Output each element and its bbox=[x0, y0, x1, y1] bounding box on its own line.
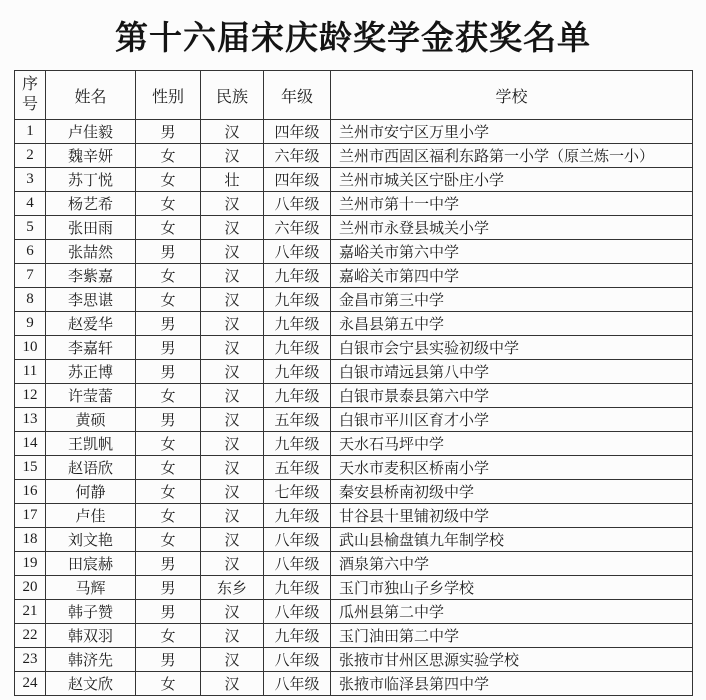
gender-cell: 女 bbox=[136, 672, 201, 696]
name-cell: 李思谌 bbox=[46, 288, 136, 312]
ethnicity-cell: 汉 bbox=[201, 624, 264, 648]
ethnicity-cell: 汉 bbox=[201, 192, 264, 216]
table-row bbox=[15, 432, 693, 456]
school-cell: 酒泉第六中学 bbox=[331, 552, 693, 576]
ethnicity-cell: 汉 bbox=[201, 408, 264, 432]
school-cell: 张掖市临泽县第四中学 bbox=[331, 672, 693, 696]
table-row bbox=[15, 144, 693, 168]
gender-cell: 男 bbox=[136, 336, 201, 360]
ethnicity-cell: 汉 bbox=[201, 120, 264, 144]
gender-cell: 女 bbox=[136, 528, 201, 552]
seq-cell: 14 bbox=[15, 432, 46, 456]
seq-cell: 5 bbox=[15, 216, 46, 240]
school-cell: 嘉峪关市第六中学 bbox=[331, 240, 693, 264]
name-cell: 赵语欣 bbox=[46, 456, 136, 480]
gender-cell: 男 bbox=[136, 552, 201, 576]
ethnicity-cell: 汉 bbox=[201, 600, 264, 624]
name-cell: 卢佳毅 bbox=[46, 120, 136, 144]
grade-cell: 九年级 bbox=[264, 384, 331, 408]
school-cell: 兰州市安宁区万里小学 bbox=[331, 120, 693, 144]
table-row bbox=[15, 192, 693, 216]
table-row bbox=[15, 600, 693, 624]
gender-cell: 男 bbox=[136, 120, 201, 144]
ethnicity-cell: 汉 bbox=[201, 144, 264, 168]
gender-cell: 女 bbox=[136, 288, 201, 312]
gender-cell: 女 bbox=[136, 432, 201, 456]
ethnicity-cell: 汉 bbox=[201, 264, 264, 288]
school-cell: 兰州市第十一中学 bbox=[331, 192, 693, 216]
gender-cell: 男 bbox=[136, 360, 201, 384]
grade-cell: 五年级 bbox=[264, 408, 331, 432]
ethnicity-cell: 东乡 bbox=[201, 576, 264, 600]
name-cell: 王凯帆 bbox=[46, 432, 136, 456]
seq-cell: 20 bbox=[15, 576, 46, 600]
col-header-gender: 性别 bbox=[136, 71, 201, 120]
name-cell: 赵文欣 bbox=[46, 672, 136, 696]
ethnicity-cell: 汉 bbox=[201, 480, 264, 504]
table-row bbox=[15, 120, 693, 144]
grade-cell: 九年级 bbox=[264, 312, 331, 336]
seq-cell: 10 bbox=[15, 336, 46, 360]
table-row bbox=[15, 216, 693, 240]
grade-cell: 九年级 bbox=[264, 576, 331, 600]
gender-cell: 女 bbox=[136, 624, 201, 648]
gender-cell: 女 bbox=[136, 480, 201, 504]
grade-cell: 六年级 bbox=[264, 144, 331, 168]
school-cell: 瓜州县第二中学 bbox=[331, 600, 693, 624]
ethnicity-cell: 汉 bbox=[201, 288, 264, 312]
ethnicity-cell: 汉 bbox=[201, 672, 264, 696]
table-row bbox=[15, 624, 693, 648]
seq-cell: 4 bbox=[15, 192, 46, 216]
seq-cell: 9 bbox=[15, 312, 46, 336]
seq-cell: 21 bbox=[15, 600, 46, 624]
seq-cell: 22 bbox=[15, 624, 46, 648]
name-cell: 黄硕 bbox=[46, 408, 136, 432]
grade-cell: 九年级 bbox=[264, 360, 331, 384]
ethnicity-cell: 汉 bbox=[201, 360, 264, 384]
grade-cell: 七年级 bbox=[264, 480, 331, 504]
name-cell: 张田雨 bbox=[46, 216, 136, 240]
seq-cell: 17 bbox=[15, 504, 46, 528]
ethnicity-cell: 汉 bbox=[201, 336, 264, 360]
seq-cell: 23 bbox=[15, 648, 46, 672]
school-cell: 白银市靖远县第八中学 bbox=[331, 360, 693, 384]
ethnicity-cell: 汉 bbox=[201, 552, 264, 576]
school-cell: 白银市景泰县第六中学 bbox=[331, 384, 693, 408]
grade-cell: 九年级 bbox=[264, 432, 331, 456]
name-cell: 赵爱华 bbox=[46, 312, 136, 336]
school-cell: 张掖市甘州区思源实验学校 bbox=[331, 648, 693, 672]
table-row bbox=[15, 576, 693, 600]
school-cell: 兰州市城关区宁卧庄小学 bbox=[331, 168, 693, 192]
school-cell: 天水市麦积区桥南小学 bbox=[331, 456, 693, 480]
gender-cell: 女 bbox=[136, 456, 201, 480]
grade-cell: 四年级 bbox=[264, 168, 331, 192]
gender-cell: 女 bbox=[136, 504, 201, 528]
grade-cell: 五年级 bbox=[264, 456, 331, 480]
gender-cell: 男 bbox=[136, 600, 201, 624]
col-header-name: 姓名 bbox=[46, 71, 136, 120]
name-cell: 韩济先 bbox=[46, 648, 136, 672]
table-row bbox=[15, 360, 693, 384]
grade-cell: 九年级 bbox=[264, 624, 331, 648]
gender-cell: 女 bbox=[136, 192, 201, 216]
gender-cell: 女 bbox=[136, 144, 201, 168]
gender-cell: 男 bbox=[136, 312, 201, 336]
school-cell: 白银市平川区育才小学 bbox=[331, 408, 693, 432]
name-cell: 何静 bbox=[46, 480, 136, 504]
seq-cell: 11 bbox=[15, 360, 46, 384]
school-cell: 永昌县第五中学 bbox=[331, 312, 693, 336]
ethnicity-cell: 汉 bbox=[201, 504, 264, 528]
school-cell: 秦安县桥南初级中学 bbox=[331, 480, 693, 504]
table-row bbox=[15, 456, 693, 480]
name-cell: 魏辛妍 bbox=[46, 144, 136, 168]
name-cell: 杨艺希 bbox=[46, 192, 136, 216]
table-row bbox=[15, 288, 693, 312]
table-row bbox=[15, 264, 693, 288]
table-row bbox=[15, 504, 693, 528]
name-cell: 卢佳 bbox=[46, 504, 136, 528]
name-cell: 许莹蕾 bbox=[46, 384, 136, 408]
school-cell: 白银市会宁县实验初级中学 bbox=[331, 336, 693, 360]
table-row bbox=[15, 168, 693, 192]
table-header-row bbox=[15, 71, 693, 120]
school-cell: 玉门油田第二中学 bbox=[331, 624, 693, 648]
col-header-grade: 年级 bbox=[264, 71, 331, 120]
name-cell: 李紫嘉 bbox=[46, 264, 136, 288]
table-row bbox=[15, 672, 693, 696]
gender-cell: 女 bbox=[136, 384, 201, 408]
gender-cell: 女 bbox=[136, 264, 201, 288]
school-cell: 金昌市第三中学 bbox=[331, 288, 693, 312]
seq-cell: 16 bbox=[15, 480, 46, 504]
gender-cell: 男 bbox=[136, 648, 201, 672]
name-cell: 韩子赞 bbox=[46, 600, 136, 624]
grade-cell: 八年级 bbox=[264, 672, 331, 696]
gender-cell: 男 bbox=[136, 408, 201, 432]
name-cell: 刘文艳 bbox=[46, 528, 136, 552]
ethnicity-cell: 汉 bbox=[201, 384, 264, 408]
grade-cell: 九年级 bbox=[264, 504, 331, 528]
table-row bbox=[15, 480, 693, 504]
gender-cell: 男 bbox=[136, 240, 201, 264]
ethnicity-cell: 汉 bbox=[201, 432, 264, 456]
table-row bbox=[15, 312, 693, 336]
awards-table bbox=[14, 70, 693, 696]
grade-cell: 九年级 bbox=[264, 264, 331, 288]
school-cell: 兰州市永登县城关小学 bbox=[331, 216, 693, 240]
seq-cell: 3 bbox=[15, 168, 46, 192]
gender-cell: 女 bbox=[136, 216, 201, 240]
seq-cell: 2 bbox=[15, 144, 46, 168]
school-cell: 甘谷县十里铺初级中学 bbox=[331, 504, 693, 528]
seq-cell: 12 bbox=[15, 384, 46, 408]
grade-cell: 八年级 bbox=[264, 600, 331, 624]
seq-cell: 15 bbox=[15, 456, 46, 480]
page-title: 第十六届宋庆龄奖学金获奖名单 bbox=[115, 21, 591, 57]
ethnicity-cell: 汉 bbox=[201, 312, 264, 336]
table-row bbox=[15, 240, 693, 264]
ethnicity-cell: 汉 bbox=[201, 456, 264, 480]
grade-cell: 八年级 bbox=[264, 648, 331, 672]
grade-cell: 八年级 bbox=[264, 240, 331, 264]
col-header-ethnicity: 民族 bbox=[201, 71, 264, 120]
grade-cell: 六年级 bbox=[264, 216, 331, 240]
grade-cell: 八年级 bbox=[264, 192, 331, 216]
name-cell: 苏正博 bbox=[46, 360, 136, 384]
grade-cell: 九年级 bbox=[264, 288, 331, 312]
grade-cell: 八年级 bbox=[264, 552, 331, 576]
ethnicity-cell: 汉 bbox=[201, 648, 264, 672]
name-cell: 李嘉轩 bbox=[46, 336, 136, 360]
gender-cell: 男 bbox=[136, 576, 201, 600]
school-cell: 玉门市独山子乡学校 bbox=[331, 576, 693, 600]
seq-cell: 1 bbox=[15, 120, 46, 144]
name-cell: 马辉 bbox=[46, 576, 136, 600]
grade-cell: 四年级 bbox=[264, 120, 331, 144]
seq-cell: 7 bbox=[15, 264, 46, 288]
name-cell: 韩双羽 bbox=[46, 624, 136, 648]
seq-cell: 13 bbox=[15, 408, 46, 432]
table-row bbox=[15, 336, 693, 360]
table-row bbox=[15, 648, 693, 672]
table-row bbox=[15, 408, 693, 432]
seq-cell: 6 bbox=[15, 240, 46, 264]
col-header-seq: 序号 bbox=[15, 71, 46, 120]
school-cell: 嘉峪关市第四中学 bbox=[331, 264, 693, 288]
table-row bbox=[15, 384, 693, 408]
ethnicity-cell: 汉 bbox=[201, 528, 264, 552]
ethnicity-cell: 壮 bbox=[201, 168, 264, 192]
grade-cell: 八年级 bbox=[264, 528, 331, 552]
gender-cell: 女 bbox=[136, 168, 201, 192]
seq-cell: 19 bbox=[15, 552, 46, 576]
school-cell: 兰州市西固区福利东路第一小学（原兰炼一小） bbox=[331, 144, 693, 168]
ethnicity-cell: 汉 bbox=[201, 216, 264, 240]
table-body bbox=[15, 120, 693, 696]
name-cell: 苏丁悦 bbox=[46, 168, 136, 192]
table-row bbox=[15, 552, 693, 576]
table-row bbox=[15, 528, 693, 552]
school-cell: 天水石马坪中学 bbox=[331, 432, 693, 456]
grade-cell: 九年级 bbox=[264, 336, 331, 360]
school-cell: 武山县榆盘镇九年制学校 bbox=[331, 528, 693, 552]
seq-cell: 18 bbox=[15, 528, 46, 552]
seq-cell: 8 bbox=[15, 288, 46, 312]
name-cell: 田宸赫 bbox=[46, 552, 136, 576]
col-header-school: 学校 bbox=[331, 71, 693, 120]
ethnicity-cell: 汉 bbox=[201, 240, 264, 264]
name-cell: 张喆然 bbox=[46, 240, 136, 264]
seq-cell: 24 bbox=[15, 672, 46, 696]
